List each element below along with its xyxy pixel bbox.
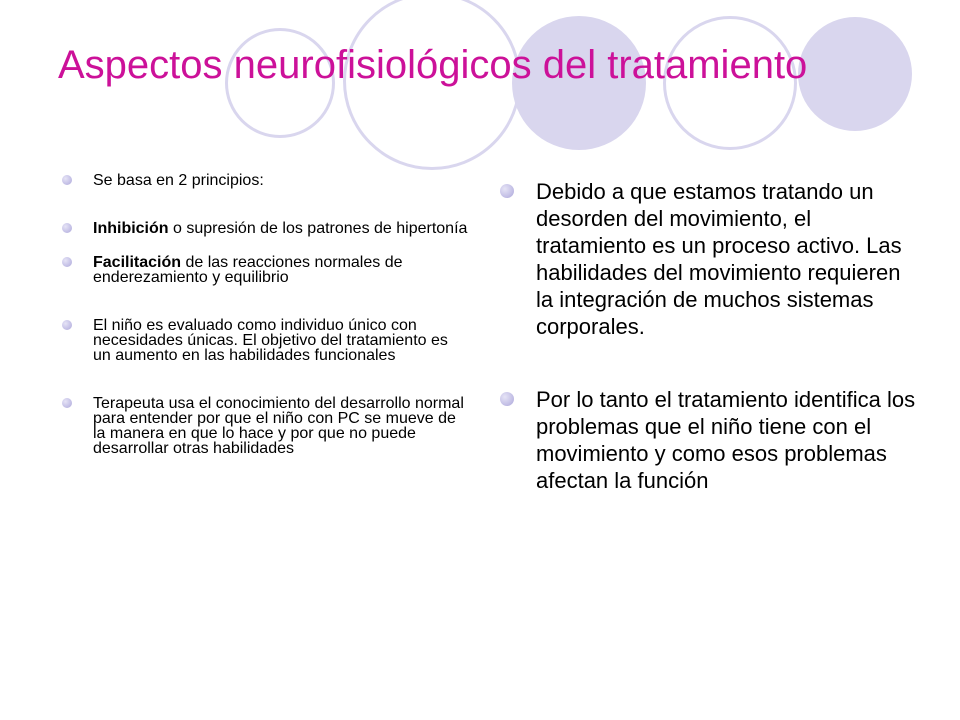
- left-bullet-list: [60, 173, 470, 456]
- left-bullet-therapist: [60, 396, 470, 456]
- bullet-text: Debido a que estamos tratando un desorden del movimiento, el tratamiento es un proceso activo. Las habilidades del movimiento requieren la integración de muchos sistemas corporales.: [536, 179, 902, 339]
- bullet-dot-icon: [62, 175, 72, 185]
- left-bullet-facilitation: [60, 255, 470, 285]
- slide-title: Aspectos neurofisiológicos del tratamiento: [58, 43, 808, 87]
- left-bullet-inhibition: [60, 221, 470, 236]
- bullet-text: Por lo tanto el tratamiento identifica los problemas que el niño tiene con el movimiento y como esos problemas afectan la función: [536, 387, 916, 493]
- left-bullet-evaluation: [60, 318, 470, 363]
- bullet-dot-icon: [62, 223, 72, 233]
- right-bullet-identifies-problems: [498, 386, 918, 494]
- bullet-dot-icon: [62, 257, 72, 267]
- bullet-text: o supresión de los patrones de hipertonía: [168, 220, 468, 237]
- bullet-text: Se basa en 2 principios:: [93, 172, 264, 189]
- bullet-dot-icon: [500, 392, 514, 406]
- bullet-dot-icon: [500, 184, 514, 198]
- bullet-bold-term: Facilitación: [93, 254, 182, 271]
- bullet-bold-term: Inhibición: [93, 220, 169, 237]
- bullet-text: El niño es evaluado como individuo único con necesidades únicas. El objetivo del tratamiento es un aumento en las habilidades funcionales: [93, 317, 448, 364]
- bullet-dot-icon: [62, 398, 72, 408]
- left-bullet-principles: [60, 173, 470, 188]
- right-bullet-active-process: [498, 178, 918, 340]
- bullet-dot-icon: [62, 320, 72, 330]
- bullet-text: Terapeuta usa el conocimiento del desarrollo normal para entender por que el niño con PC se mueve de la manera en que lo hace y por que no puede desarrollar otras habilidades: [93, 395, 464, 457]
- right-bullet-list: [498, 178, 918, 494]
- bullet-text: de las reacciones normales de enderezamiento y equilibrio: [93, 254, 403, 286]
